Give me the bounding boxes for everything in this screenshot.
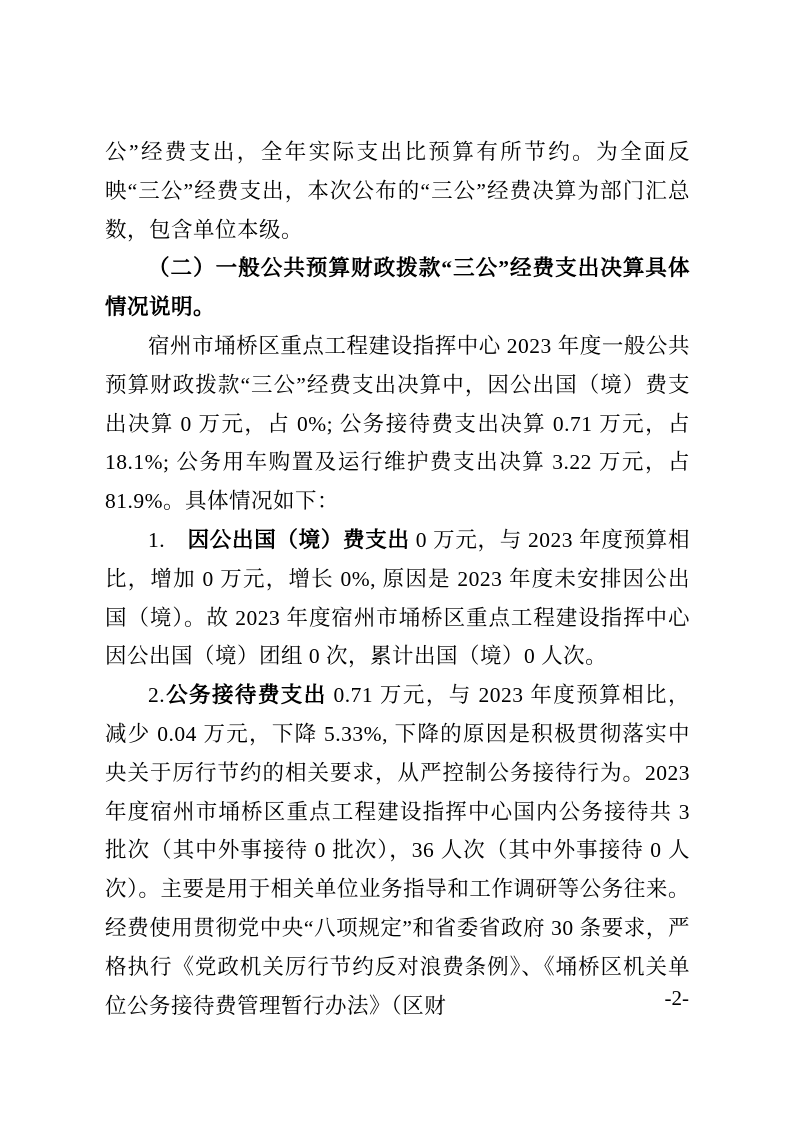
paragraph-text: 0.71 万元，与 2023 年度预算相比，减少 0.04 万元，下降 5.33%, 下降的原因是积极贯彻落实中央关于厉行节约的相关要求，从严控制公务接待行为。2023 年度宿州市埇桥区重点工程建设指挥中心国内公务接待共 3 批次（其中外事接待 0 批次），36 人次（其中外事接待 0 人次）。主要是用于相关单位业务指导和工作调研等公务往来。经费使用贯彻党中央“八项规定”和省委省政府 30 条要求，严格执行《党政机关厉行节约反对浪费条例》、《埇桥区机关单位公务接待费管理暂行办法》（区财 [105,683,690,1018]
paragraph-text: 0 万元，与 2023 年度预算相比，增加 0 万元，增长 0%, 原因是 2023 年度未安排因公出国（境）。故 2023 年度宿州市埇桥区重点工程建设指挥中心因公出国（境）团组 0 次，累计出国（境）0 人次。 [105,527,690,669]
item-number: 1. [148,527,188,552]
item-1-paragraph [105,521,690,676]
continuation-paragraph [105,133,690,249]
heading-text: （二）一般公共预算财政拨款“三公”经费支出决算具体情况说明。 [105,256,690,320]
paragraph-text: 宿州市埇桥区重点工程建设指挥中心 2023 年度一般公共预算财政拨款“三公”经费支出决算中，因公出国（境）费支出决算 0 万元，占 0%; 公务接待费支出决算 0.71 万元，占 18.1%; 公务用车购置及运行维护费支出决算 3.22 万元，占 81.9%。具体情况如下： [105,333,690,514]
page-number: -2- [664,986,689,1010]
item-title: 公务接待费支出 [165,683,327,708]
item-2-paragraph [105,676,690,1025]
paragraph-text: 公”经费支出，全年实际支出比预算有所节约。为全面反映“三公”经费支出，本次公布的“三公”经费决算为部门汇总数，包含单位本级。 [105,140,690,242]
overview-paragraph [105,327,690,521]
section-heading [105,249,690,327]
document-body [105,133,690,1025]
item-title: 因公出国（境）费支出 [187,527,410,552]
item-number: 2. [148,683,166,708]
